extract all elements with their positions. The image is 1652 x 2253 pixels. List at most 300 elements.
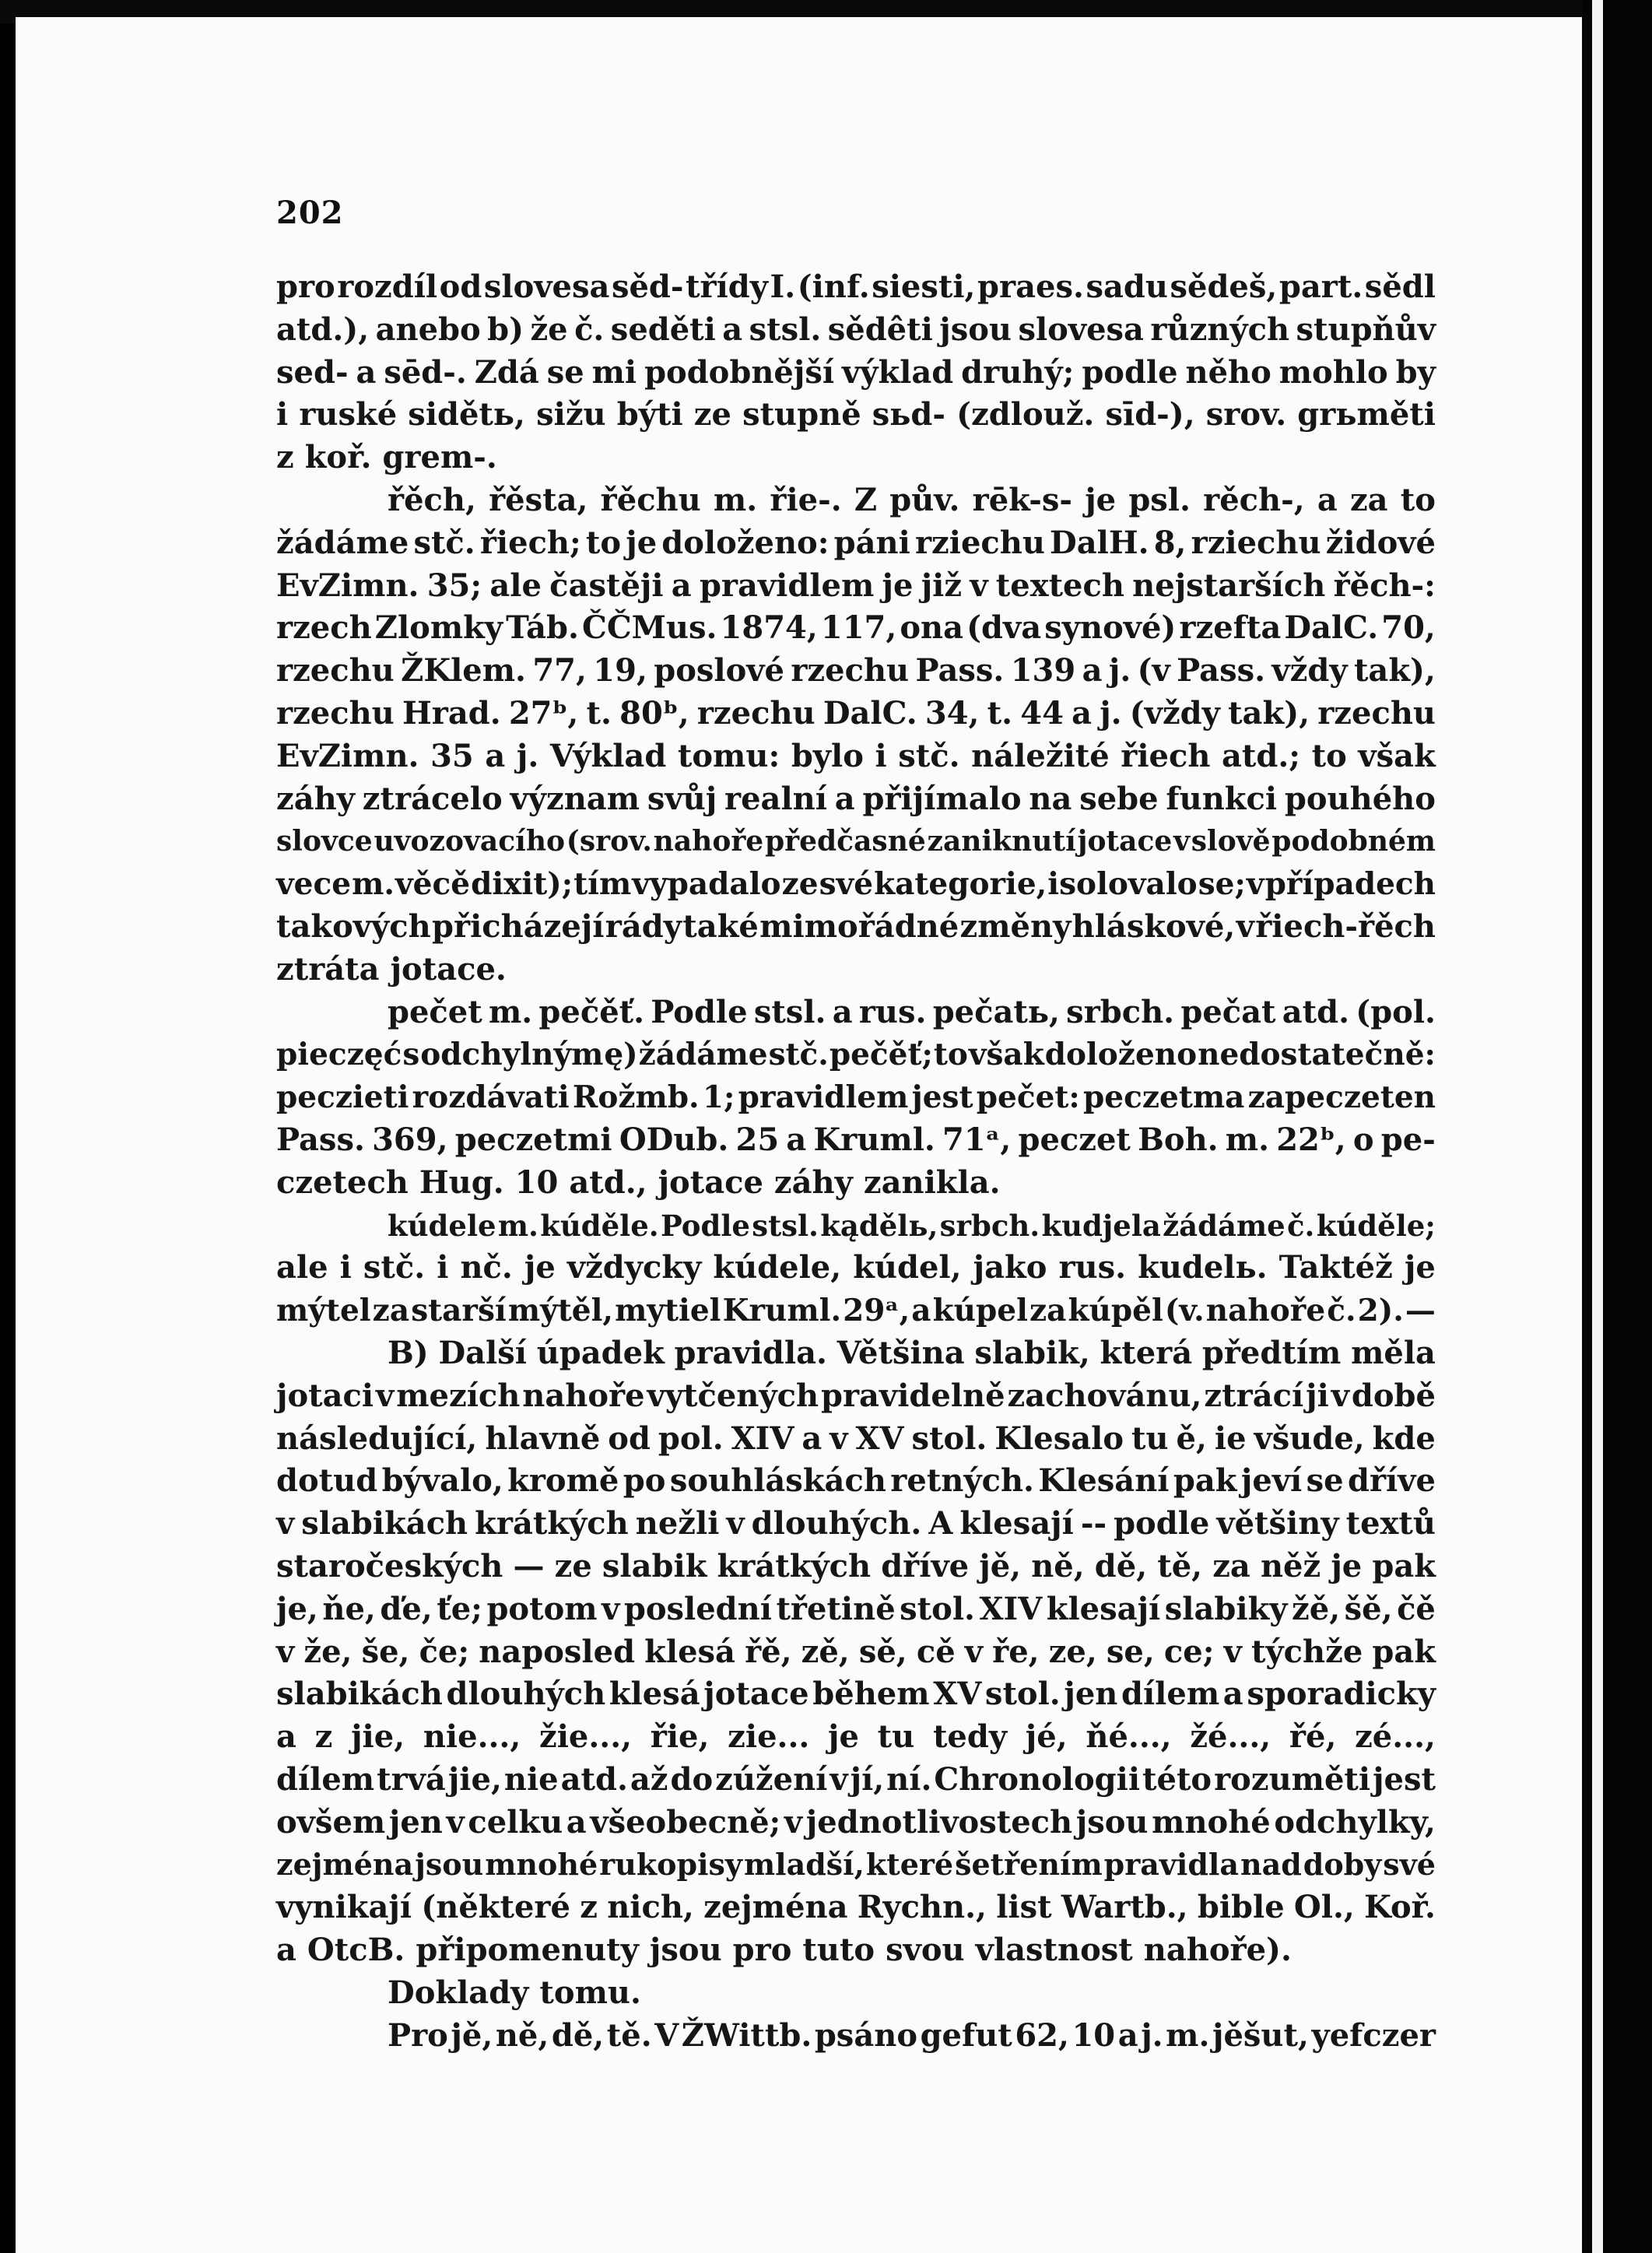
word: řěch-: <box>1333 567 1436 604</box>
word: Hug. <box>419 1163 504 1201</box>
word: řiech <box>1121 737 1211 774</box>
word: stol. <box>900 1590 975 1627</box>
word: ČČMus. <box>581 609 717 647</box>
word: vynikají <box>276 1889 412 1926</box>
text-line <box>276 1802 1436 1844</box>
word: srbch. <box>1066 993 1175 1030</box>
word: klesají <box>1046 1590 1161 1627</box>
word: a <box>671 567 692 604</box>
word: m. <box>1225 1121 1270 1158</box>
text-line <box>276 1886 1436 1929</box>
word: textech <box>995 567 1124 604</box>
word: mnohé <box>1152 1803 1271 1841</box>
word: mnohé <box>485 1847 598 1883</box>
word: svůj <box>647 780 717 817</box>
word: třídy <box>686 268 768 305</box>
word: případech <box>1264 866 1436 903</box>
word: 35 <box>430 737 474 774</box>
word: tuto <box>802 1932 875 1969</box>
word: také <box>682 907 759 945</box>
word: ze, <box>1048 1633 1097 1670</box>
word: od <box>608 1420 651 1457</box>
word: Klesalo <box>994 1420 1124 1457</box>
word: stsl. <box>749 311 822 348</box>
word: kądělь, <box>820 1208 938 1243</box>
word: to <box>1311 737 1347 774</box>
word: grьměti <box>1297 396 1436 433</box>
word: slabiky <box>1164 1590 1288 1627</box>
word: rzech <box>276 609 372 647</box>
word: židové <box>1325 524 1436 561</box>
word: Podle <box>651 993 748 1030</box>
word: zé..., <box>1355 1718 1436 1756</box>
word: (dva <box>966 609 1042 647</box>
word: ovšem <box>276 1803 386 1841</box>
word: psáno <box>814 2016 917 2054</box>
word: různých <box>1150 311 1290 348</box>
text-line <box>276 693 1436 735</box>
word: za <box>372 1293 410 1329</box>
word: ale <box>276 1249 328 1286</box>
word: šetřením <box>955 1847 1103 1883</box>
word: pův. <box>889 481 960 518</box>
word: jie, <box>351 1718 405 1756</box>
word: sporadicky <box>1247 1676 1436 1713</box>
text-line <box>276 863 1436 906</box>
word: dříve <box>1348 1462 1436 1500</box>
word: EvZimn. <box>276 737 419 774</box>
word: rus. <box>858 993 927 1030</box>
word: nie..., <box>423 1718 521 1756</box>
word: podobnější <box>644 353 835 391</box>
text-line <box>276 1205 1436 1248</box>
word: 44 <box>1020 694 1064 732</box>
word: j. <box>1108 652 1131 690</box>
word: 25 <box>735 1121 780 1158</box>
word: době <box>1351 1377 1436 1414</box>
word: mýtel <box>276 1293 371 1329</box>
word: takových <box>276 907 431 945</box>
word: pak <box>1372 1547 1436 1584</box>
word: Pass. <box>276 1121 365 1158</box>
word: rzechu <box>1317 694 1436 732</box>
word: své <box>819 866 874 903</box>
word: stč. <box>768 1037 829 1073</box>
word: za <box>1029 1293 1067 1329</box>
word: Rožmb. <box>572 1079 700 1116</box>
word: 77, <box>532 652 587 690</box>
word: jsou <box>1075 1803 1149 1841</box>
word: poslové <box>654 652 784 690</box>
word: za <box>1212 1547 1250 1584</box>
word: tedy <box>932 1718 1008 1756</box>
word: dotud <box>276 1462 378 1500</box>
word: DalH. <box>1050 524 1149 561</box>
word: ŽWittb. <box>681 2016 812 2054</box>
word: sidětь, <box>408 396 525 433</box>
word: slově <box>1191 825 1271 858</box>
word: je <box>626 524 658 561</box>
word: 34, <box>924 694 980 732</box>
word: řie-. <box>770 481 842 518</box>
word: z <box>314 1718 333 1756</box>
word: Zdá <box>474 353 539 391</box>
word: 71ᵃ, <box>942 1121 1012 1158</box>
word: a <box>786 1121 807 1158</box>
word: pak <box>1372 1633 1436 1670</box>
word: většiny <box>1216 1505 1339 1542</box>
text-line <box>276 522 1436 565</box>
word: i <box>437 1249 449 1286</box>
word: 1874, <box>720 609 818 647</box>
word: hlavně <box>485 1420 601 1457</box>
word: v <box>1246 866 1264 903</box>
word: v <box>830 1760 848 1798</box>
word: pravidla <box>1103 1847 1239 1883</box>
word: sě, <box>858 1633 907 1670</box>
word: je <box>1085 481 1117 518</box>
word: doloženo: <box>661 524 830 561</box>
word: pro <box>732 1932 792 1969</box>
word: se; <box>1198 866 1246 903</box>
word: se <box>546 353 584 391</box>
word: nedostatečně: <box>1198 1037 1436 1073</box>
word: stč. <box>363 1249 426 1286</box>
word: ze <box>554 1547 592 1584</box>
word: mladší, <box>743 1847 865 1883</box>
word: Boh. <box>1138 1121 1219 1158</box>
word: této <box>1142 1760 1212 1798</box>
word: stupně <box>742 396 861 433</box>
word: i <box>875 737 887 774</box>
word: DalC. <box>1284 609 1379 647</box>
word: řiech; <box>479 524 581 561</box>
word: 62, <box>1015 2016 1069 2054</box>
word: psl. <box>1128 481 1191 518</box>
word: pečěť; <box>829 1037 933 1073</box>
word: přijímalo <box>862 780 1022 817</box>
word: v <box>830 1420 848 1457</box>
word: a <box>485 737 506 774</box>
word: 1; <box>702 1079 735 1116</box>
word: sīd-), <box>1105 396 1195 433</box>
word: mýtěl, <box>507 1293 613 1329</box>
word: rozdíl <box>337 268 438 305</box>
word: m. <box>497 1208 538 1243</box>
word: to <box>1400 481 1436 518</box>
word: klesá <box>609 1676 700 1713</box>
word: a <box>1117 2016 1138 2054</box>
word: Pass. <box>1177 652 1266 690</box>
word: list <box>996 1889 1052 1926</box>
text-line <box>276 2015 1436 2058</box>
word: Další <box>438 1334 527 1371</box>
text-line <box>276 1034 1436 1076</box>
word: odchylným <box>420 1037 604 1073</box>
word: 27ᵇ, <box>508 694 579 732</box>
word: rozuměti <box>1214 1760 1371 1798</box>
word: dlouhých. <box>751 1505 922 1542</box>
word: rziechu <box>914 524 1045 561</box>
word: je <box>828 1718 859 1756</box>
word: Hrad. <box>402 694 501 732</box>
word: zaniknutí <box>927 825 1076 858</box>
word: v <box>726 1505 745 1542</box>
text-line <box>276 1673 1436 1716</box>
word: kde <box>1372 1420 1436 1457</box>
word: Z <box>854 481 878 518</box>
word: odchylky, <box>1274 1803 1436 1841</box>
word: kudjela <box>1041 1208 1161 1243</box>
word: jednotlivostech <box>805 1803 1073 1841</box>
word: jest <box>911 1079 973 1116</box>
word: bylo <box>791 737 864 774</box>
word: a <box>1222 1676 1243 1713</box>
word: kategorie, <box>874 866 1047 903</box>
word: týchže <box>1250 1633 1363 1670</box>
word: sadu <box>1086 268 1168 305</box>
word: a <box>1317 481 1338 518</box>
word: č. <box>1327 1293 1356 1329</box>
word: a <box>722 311 743 348</box>
word: po <box>623 1462 666 1500</box>
word: jsou <box>939 311 1012 348</box>
word: Rychn., <box>857 1889 987 1926</box>
word: doby <box>1303 1847 1382 1883</box>
word: jě, <box>451 2016 493 2054</box>
word: I. <box>770 268 796 305</box>
word: sižu <box>536 396 606 433</box>
word: zanikla. <box>863 1163 1001 1201</box>
word: třetině <box>776 1590 896 1627</box>
page-number: 202 <box>276 195 344 231</box>
word: stol. <box>984 1676 1061 1713</box>
text-line <box>276 949 1436 991</box>
word: m. <box>713 481 758 518</box>
word: v <box>964 1633 984 1670</box>
word: tím <box>573 866 632 903</box>
word: pieczęć <box>276 1037 402 1073</box>
word: srbch. <box>939 1208 1040 1243</box>
word: vece <box>276 866 352 903</box>
word: dlouhých <box>446 1676 606 1713</box>
word: 2). <box>1357 1293 1404 1329</box>
word: a <box>832 993 853 1030</box>
word: pečat <box>1180 993 1276 1030</box>
word: mi <box>591 353 637 391</box>
word: dílem <box>1121 1676 1220 1713</box>
word: žádáme <box>638 1037 768 1073</box>
word: s <box>402 1037 420 1073</box>
word: již <box>921 567 963 604</box>
word: tomu. <box>539 1974 641 2011</box>
word: tak), <box>1228 694 1310 732</box>
word: zejména <box>703 1889 848 1926</box>
text-line <box>276 352 1436 395</box>
word: 8, <box>1153 524 1187 561</box>
word: Doklady <box>388 1974 529 2011</box>
word: doloženo <box>1044 1037 1198 1073</box>
word: vždy <box>1271 652 1348 690</box>
text-line <box>276 1375 1436 1418</box>
word: dě, <box>1094 1547 1148 1584</box>
word: krátkých <box>475 1505 629 1542</box>
word: v <box>784 1803 803 1841</box>
word: řé, <box>1289 1718 1337 1756</box>
word: sědêti <box>827 311 933 348</box>
word: peczet <box>1018 1121 1131 1158</box>
word: isolovalo <box>1047 866 1198 903</box>
word: stsl. <box>753 993 826 1030</box>
word: slabikách <box>276 1676 443 1713</box>
word: z <box>276 439 294 476</box>
word: seděti <box>610 311 716 348</box>
word: č. <box>574 311 605 348</box>
word: OtcB. <box>307 1932 405 1969</box>
word: věcě <box>395 866 471 903</box>
word: jotace. <box>390 950 507 988</box>
word: změny <box>959 907 1072 945</box>
word: ie <box>1214 1420 1247 1457</box>
word: žádáme <box>1163 1208 1285 1243</box>
text-line <box>276 1759 1436 1802</box>
word: řěsta, <box>489 481 588 518</box>
word: záhy <box>773 1163 853 1201</box>
word: peczieti <box>276 1079 409 1116</box>
word: potom <box>486 1590 598 1627</box>
word: se <box>1306 1462 1344 1500</box>
word: tu <box>1131 1420 1169 1457</box>
word: klesají <box>959 1505 1074 1542</box>
word: 10 <box>1072 2016 1116 2054</box>
word: řě, <box>745 1633 792 1670</box>
word: ona <box>900 609 964 647</box>
word: nejstarších <box>1132 567 1326 604</box>
text-line <box>276 1972 1436 2015</box>
word: kúdel, <box>853 1249 962 1286</box>
word: jsou <box>649 1932 722 1969</box>
word: t. <box>586 694 612 732</box>
word: 35; <box>426 567 482 604</box>
text-line <box>276 1546 1436 1588</box>
word: připomenuty <box>416 1932 639 1969</box>
word: Podle <box>660 1208 750 1243</box>
word: to <box>933 1037 968 1073</box>
word: nežli <box>635 1505 720 1542</box>
book-page <box>16 17 1582 2253</box>
word: o <box>1352 1121 1374 1158</box>
word: bible <box>1197 1889 1285 1926</box>
word: trvá <box>377 1760 446 1798</box>
word: je <box>1331 1547 1363 1584</box>
word: yefczer <box>1311 2016 1436 2054</box>
word: ní. <box>886 1760 932 1798</box>
word: v <box>1173 825 1190 858</box>
word: žě, <box>1292 1590 1341 1627</box>
word: XV <box>855 1420 904 1457</box>
word: vypadalo <box>632 866 781 903</box>
word: cě <box>916 1633 956 1670</box>
word: všude, <box>1254 1420 1365 1457</box>
word: zejména <box>276 1847 414 1883</box>
word: peczetma <box>1083 1079 1245 1116</box>
word: pak <box>1173 1462 1237 1500</box>
word: i <box>339 1249 352 1286</box>
word: Táb. <box>506 609 579 647</box>
word: ře, <box>992 1633 1040 1670</box>
word: slabikách <box>301 1505 468 1542</box>
word: — <box>513 1547 545 1584</box>
word: by <box>1395 353 1436 391</box>
word: které <box>865 1847 954 1883</box>
word: tomu: <box>677 737 780 774</box>
word: nich, <box>607 1889 694 1926</box>
word: (v. <box>1164 1293 1205 1329</box>
text-line <box>276 565 1436 608</box>
text-line <box>276 437 1436 479</box>
word: atd. <box>560 1760 628 1798</box>
word: dixit); <box>471 866 573 903</box>
word: b) <box>487 311 524 348</box>
word: slabik, <box>974 1334 1090 1371</box>
word: výklad <box>841 353 954 391</box>
word: uvozovacího <box>374 825 566 858</box>
word: j. <box>1141 2016 1163 2054</box>
word: rzefta <box>1179 609 1282 647</box>
word: zapeczeten <box>1247 1079 1436 1116</box>
word: něž <box>1260 1547 1321 1584</box>
word: zie... <box>728 1718 810 1756</box>
word: pravidlem <box>699 567 875 604</box>
word: páni <box>833 524 910 561</box>
word: textů <box>1345 1505 1436 1542</box>
word: nahoře <box>1205 1293 1326 1329</box>
word: Pass. <box>915 652 1005 690</box>
word: mohlo <box>1278 353 1388 391</box>
word: pouhého <box>1284 780 1436 817</box>
word: jotace <box>1077 825 1173 858</box>
word: nahoře). <box>1143 1932 1292 1969</box>
text-line <box>276 1929 1436 1972</box>
word: ę) <box>604 1037 638 1073</box>
word: a <box>801 1420 822 1457</box>
word: vlastnost <box>975 1932 1133 1969</box>
word: která <box>1100 1334 1193 1371</box>
word: peczetmi <box>454 1121 612 1158</box>
word: jako <box>973 1249 1047 1286</box>
text-line <box>276 1631 1436 1674</box>
word: je, <box>276 1590 318 1627</box>
word: rēk-s- <box>972 481 1072 518</box>
word: z <box>580 1889 598 1926</box>
text-line <box>276 820 1436 863</box>
word: za <box>1349 481 1388 518</box>
word: svou <box>886 1932 965 1969</box>
text-line <box>276 1076 1436 1119</box>
word: 22ᵇ, <box>1276 1121 1346 1158</box>
word: poslední <box>623 1590 772 1627</box>
word: (v <box>1137 652 1170 690</box>
word: m. <box>1166 2016 1210 2054</box>
word: ŽKlem. <box>401 652 526 690</box>
text-line <box>276 735 1436 778</box>
text-line <box>276 1460 1436 1503</box>
word: ztráta <box>276 950 380 988</box>
word: pe- <box>1380 1121 1436 1158</box>
word: stupňův <box>1296 311 1436 348</box>
page-edge-line <box>1592 0 1603 2253</box>
word: je <box>1404 1249 1436 1286</box>
